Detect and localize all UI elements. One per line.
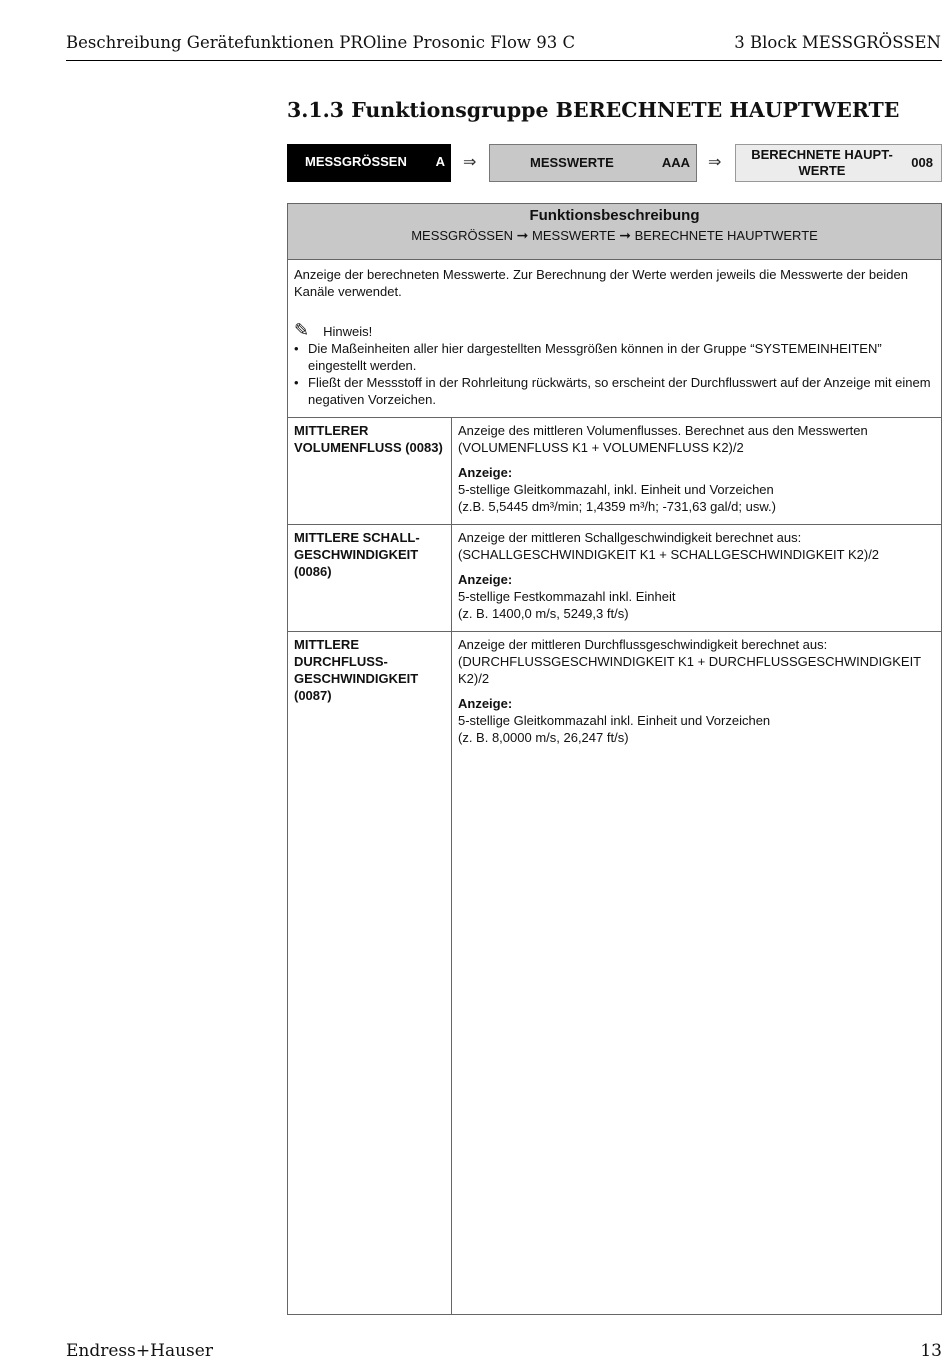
arrow-right-icon: ➞ [619,227,631,243]
function-description [452,632,941,1314]
display-example: (z. B. 1400,0 m/s, 5249,3 ft/s) [458,606,629,621]
page-number: 13 [920,1341,942,1361]
display-example: (z.B. 5,5445 dm³/min; 1,4359 m³/h; -731,63 gal/d; usw.) [458,499,776,514]
function-description [452,418,941,524]
nav-code: 008 [911,155,933,170]
function-description [452,525,941,631]
description-text: Anzeige der mittleren Schallgeschwindigkeit berechnet aus: (SCHALLGESCHWINDIGKEIT K1 + SCHALLGESCHWINDIGKEIT K2)/2 [458,530,880,562]
nav-label: BERECHNETE HAUPT-WERTE [751,147,893,178]
display-subheading: Anzeige: [458,572,513,587]
breadcrumb-item: MESSGRÖSSEN [411,228,514,243]
nav-code: AAA [661,155,690,170]
hint-bullet: • Fließt der Messstoff in der Rohrleitung rückwärts, so erscheint der Durchflusswert auf der Anzeige mit einem negativen Vorzeichen. [294,374,933,408]
function-name: MITTLERE SCHALL-GESCHWINDIGKEIT (0086) [288,525,452,631]
nav-label: MESSWERTE [530,155,614,170]
arrow-right-icon: ➞ [516,227,529,243]
display-subheading: Anzeige: [458,696,513,711]
running-header-title: Beschreibung Gerätefunktionen PROline Prosonic Flow 93 C [66,33,576,52]
display-subheading: Anzeige: [458,465,513,480]
hint-label: Hinweis! [323,324,373,339]
nav-box-messwerte [489,144,697,182]
function-name: MITTLERER VOLUMENFLUSS (0083) [288,418,452,524]
table-row [288,525,941,632]
intro-text: Anzeige der berechneten Messwerte. Zur Berechnung der Werte werden jeweils die Messwerte der beiden Kanäle verwendet. [294,267,908,299]
table-row [288,632,941,1314]
nav-code: A [435,154,445,169]
nav-box-berechnete-hauptwerte [735,144,942,182]
running-header-chapter: 3 Block MESSGRÖSSEN [734,33,941,52]
description-text: Anzeige der mittleren Durchflussgeschwindigkeit berechnet aus: (DURCHFLUSSGESCHWINDIGKEIT K1 + DURCHFLUSSGESCHWINDIGKEIT K2)/2 [458,637,921,686]
function-name: MITTLERE DURCHFLUSS-GESCHWINDIGKEIT (0087) [288,632,452,1314]
nav-arrow-icon: ⇒ [463,154,477,171]
breadcrumb-item: MESSWERTE [532,228,616,243]
intro-section [288,260,941,418]
nav-arrow-icon: ⇒ [708,154,722,171]
breadcrumb-item: BERECHNETE HAUPTWERTE [634,228,818,243]
nav-box-messgroessen [287,144,451,182]
pencil-note-icon: ✎ [294,320,310,340]
nav-label: MESSGRÖSSEN [305,154,407,169]
hint-bullet: • Die Maßeinheiten aller hier dargestellten Messgrößen können in der Gruppe “SYSTEMEINHEITEN” eingestellt werden. [294,340,933,374]
display-format: 5-stellige Gleitkommazahl inkl. Einheit und Vorzeichen [458,713,771,728]
hint-heading [294,322,933,340]
description-text: Anzeige des mittleren Volumenflusses. Berechnet aus den Messwerten (VOLUMENFLUSS K1 + VOLUMENFLUSS K2)/2 [458,423,868,455]
table-row [288,418,941,525]
display-format: 5-stellige Gleitkommazahl, inkl. Einheit und Vorzeichen [458,482,774,497]
table-header [288,204,941,260]
footer-brand: Endress+Hauser [66,1341,213,1361]
table-title: Funktionsbeschreibung [529,207,700,224]
function-table [287,203,942,1315]
table-breadcrumb [288,227,941,244]
display-example: (z. B. 8,0000 m/s, 26,247 ft/s) [458,730,629,745]
section-title: 3.1.3 Funktionsgruppe BERECHNETE HAUPTWERTE [287,98,900,122]
display-format: 5-stellige Festkommazahl inkl. Einheit [458,589,676,604]
header-rule [66,60,942,61]
